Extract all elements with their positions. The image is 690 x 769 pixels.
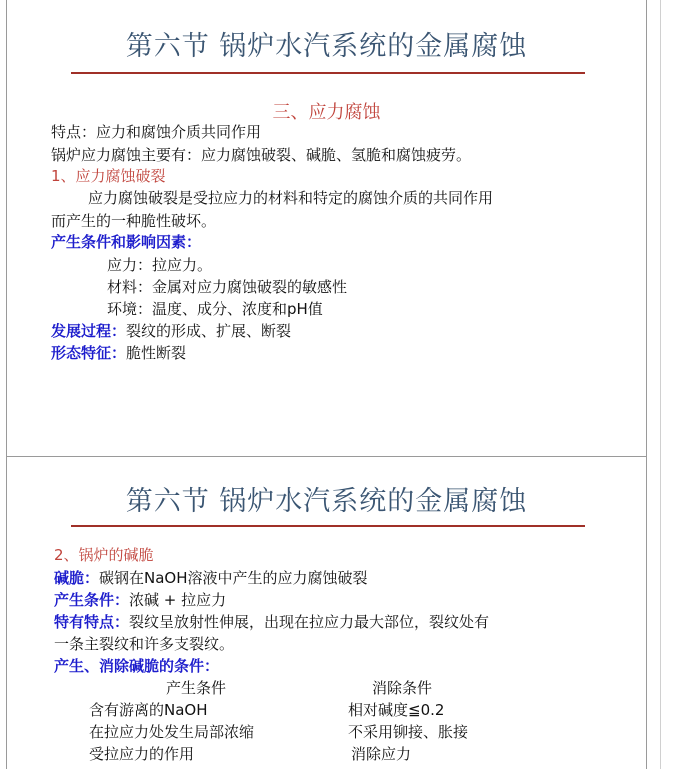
process-label: 发展过程：	[51, 322, 127, 340]
slide-title: 第六节 锅炉水汽系统的金属腐蚀	[125, 31, 528, 62]
caustic-text: 碳钢在NaOH溶液中产生的应力腐蚀破裂	[99, 569, 368, 587]
definition-line-1: 应力腐蚀破裂是受拉应力的材料和特定的腐蚀介质的共同作用	[88, 189, 494, 207]
col-header-eliminate: 消除条件	[372, 679, 433, 697]
conditions-heading: 产生条件和影响因素：	[51, 233, 202, 251]
condition-item: 环境：温度、成分、浓度和pH值	[107, 300, 323, 318]
title-rule	[71, 525, 585, 527]
morphology-text: 脆性断裂	[126, 344, 187, 362]
special-label: 特有特点：	[54, 613, 130, 631]
cond-line	[54, 590, 226, 610]
definition-line-2: 而产生的一种脆性破坏。	[51, 212, 217, 230]
table-cell-eliminate: 不采用铆接、胀接	[348, 723, 469, 741]
condition-item: 材料：金属对应力腐蚀破裂的敏感性	[107, 278, 348, 296]
table-cell-produce: 受拉应力的作用	[89, 745, 195, 763]
table-cell-eliminate: 相对碱度≦0.2	[348, 701, 445, 719]
feature-line	[51, 122, 261, 142]
main-types-line: 锅炉应力腐蚀主要有：应力腐蚀破裂、碱脆、氢脆和腐蚀疲劳。	[51, 146, 472, 164]
caustic-label: 碱脆：	[54, 569, 100, 587]
section-subtitle: 三、应力腐蚀	[272, 102, 381, 123]
special-text-1: 裂纹呈放射性伸展，出现在拉应力最大部位，裂纹处有	[129, 613, 490, 631]
table-cell-eliminate: 消除应力	[351, 745, 412, 763]
cond-label: 产生条件：	[54, 591, 130, 609]
section1-heading: 1、应力腐蚀破裂	[51, 167, 166, 185]
cond-text: 浓碱 + 拉应力	[129, 591, 227, 609]
slide-caustic-embrittlement	[6, 457, 647, 769]
title-rule	[71, 72, 585, 74]
process-line	[51, 321, 291, 341]
feature-text: 应力和腐蚀介质共同作用	[96, 123, 262, 141]
process-text: 裂纹的形成、扩展、断裂	[126, 322, 292, 340]
slide-stress-corrosion	[6, 0, 647, 457]
morphology-label: 形态特征：	[51, 344, 127, 362]
table-heading: 产生、消除碱脆的条件：	[54, 657, 220, 675]
condition-item: 应力：拉应力。	[107, 256, 213, 274]
page-right-edge	[660, 0, 661, 769]
feature-label: 特点：	[51, 123, 97, 141]
slide-title: 第六节 锅炉水汽系统的金属腐蚀	[125, 486, 528, 517]
caustic-line	[54, 568, 368, 588]
morphology-line	[51, 343, 186, 363]
table-cell-produce: 含有游离的NaOH	[89, 701, 208, 719]
special-line-2: 一条主裂纹和许多支裂纹。	[54, 635, 235, 653]
section2-heading: 2、锅炉的碱脆	[54, 546, 154, 564]
col-header-produce: 产生条件	[166, 679, 227, 697]
table-cell-produce: 在拉应力处发生局部浓缩	[89, 723, 255, 741]
special-line-1	[54, 612, 489, 632]
